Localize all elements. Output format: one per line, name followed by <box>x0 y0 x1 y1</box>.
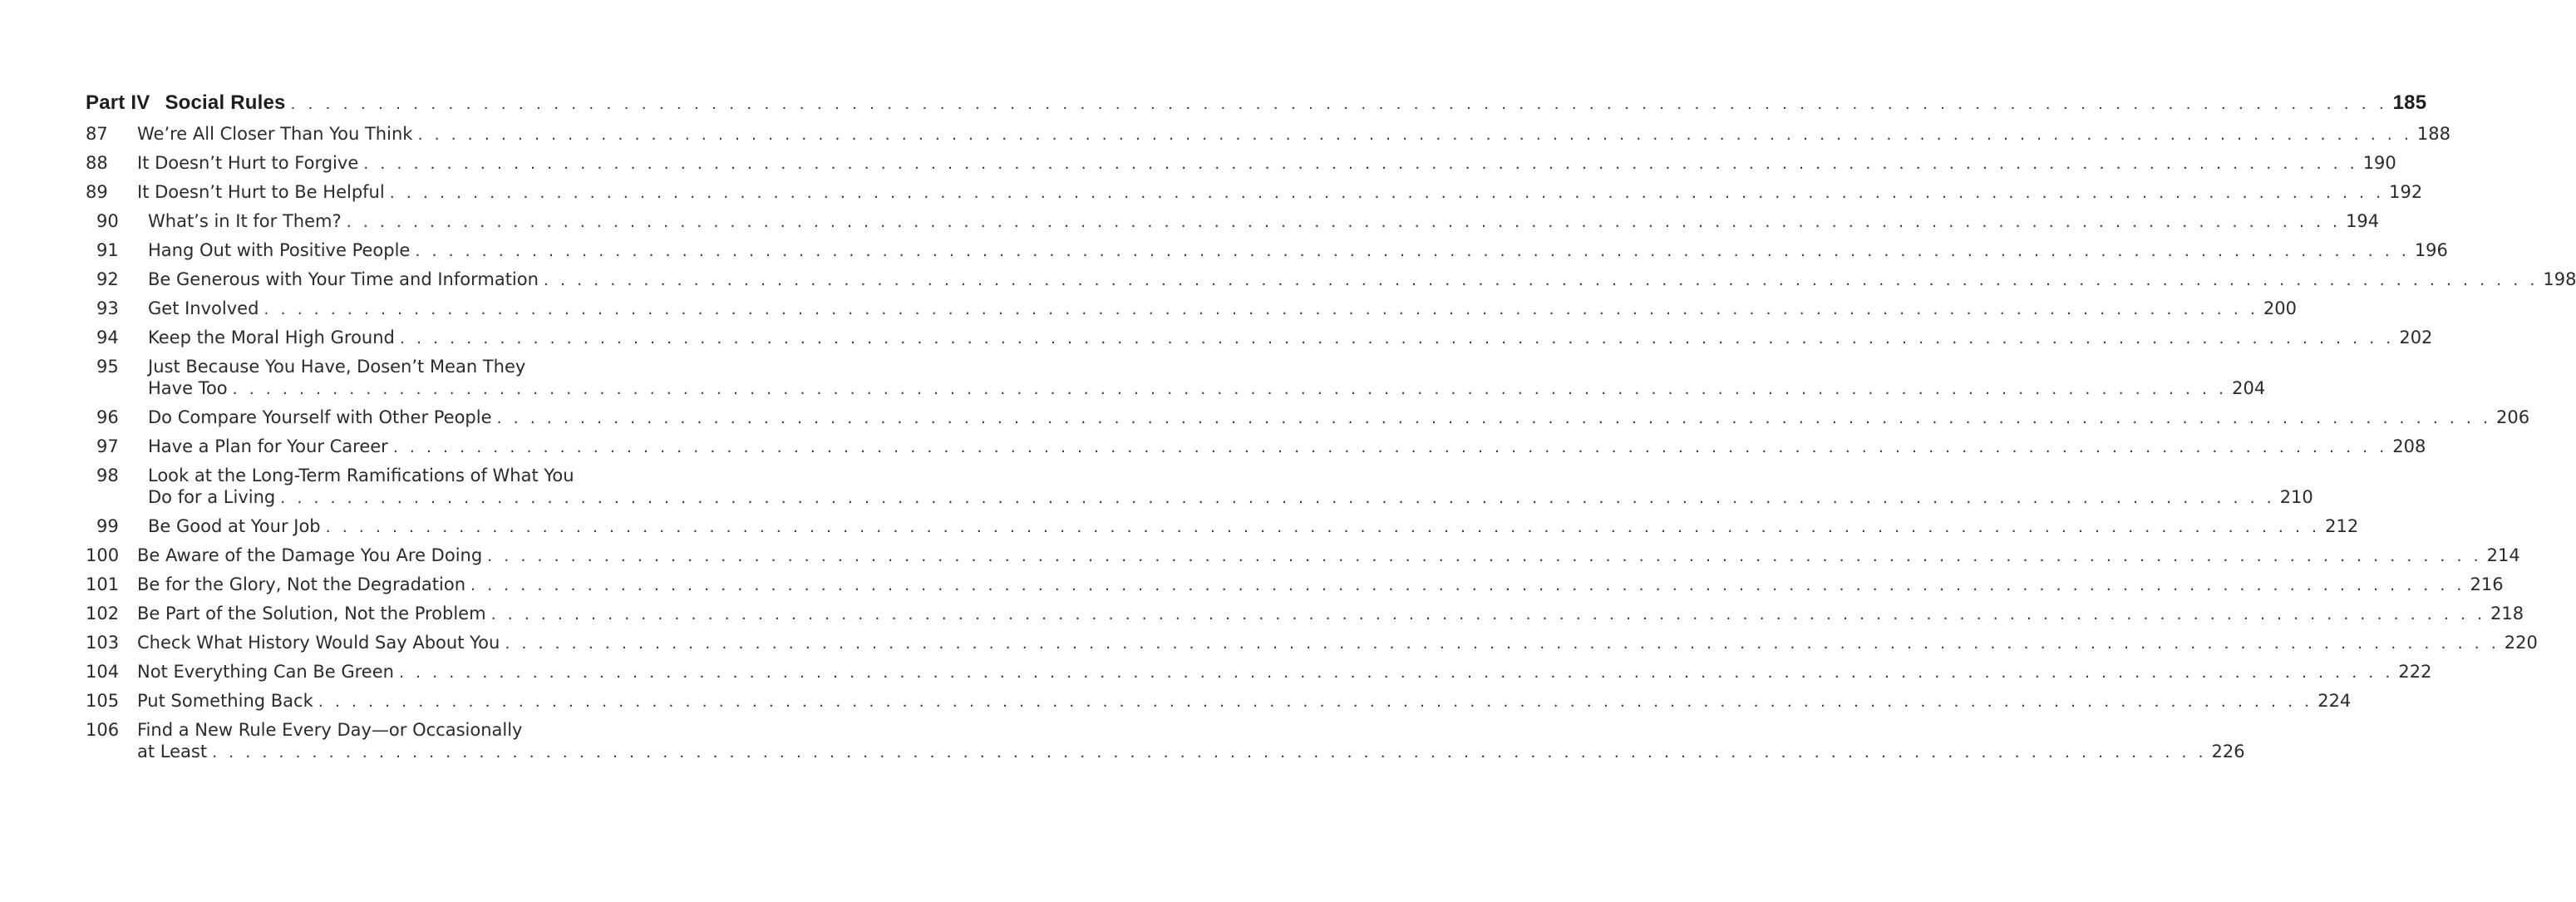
entry-number: 97 <box>96 436 119 456</box>
part-label: Part IV <box>86 91 150 114</box>
entry-title-line2: at Least <box>137 742 208 762</box>
part-page-number: 185 <box>2392 91 2427 114</box>
part-heading <box>86 91 2427 120</box>
dot-leader: . . . . . . . . . . . . . . . . . . . . . . . . . . . . . . . . . . . . . . . . . . . . . . . . . . . . . . . . . . . . . . . . . . . . . . . . . . . . . . . . . . . . . . . . . . . . . . . . . . . . . . . . . . . . . . . . . . . . . . . . <box>399 329 2395 347</box>
entry-number: 103 <box>86 633 120 653</box>
entry-number: 94 <box>96 328 119 347</box>
entry-page-number: 216 <box>2470 574 2504 594</box>
dot-leader: . . . . . . . . . . . . . . . . . . . . . . . . . . . . . . . . . . . . . . . . . . . . . . . . . . . . . . . . . . . . . . . . . . . . . . . . . . . . . . . . . . . . . . . . . . . . . . . . . . . . . . . . . . . . . . . . . . . . . . . . <box>264 300 2258 318</box>
entry-title-line2: Have Too <box>148 378 228 398</box>
entry-title: It Doesn’t Hurt to Be Helpful <box>137 182 385 202</box>
entry-page-number: 202 <box>2399 328 2433 347</box>
entry-page-number: 222 <box>2398 662 2432 682</box>
entry-number: 106 <box>86 720 120 740</box>
dot-leader: . . . . . . . . . . . . . . . . . . . . . . . . . . . . . . . . . . . . . . . . . . . . . . . . . . . . . . . . . . . . . . . . . . . . . . . . . . . . . . . . . . . . . . . . . . . . . . . . . . . . . . . . . . . . . . . . . . . . . . . . <box>417 126 2412 144</box>
toc-entry <box>86 716 2245 766</box>
entry-number: 98 <box>96 466 119 486</box>
entry-title-line1: Just Because You Have, Dosen’t Mean They <box>148 357 526 377</box>
entry-number: 93 <box>96 298 119 318</box>
toc-entry <box>86 236 2448 265</box>
entry-page-number: 188 <box>2416 124 2450 144</box>
dot-leader: . . . . . . . . . . . . . . . . . . . . . . . . . . . . . . . . . . . . . . . . . . . . . . . . . . . . . . . . . . . . . . . . . . . . . . . . . . . . . . . . . . . . . . . . . . . . . . . . . . . . . . . . . . . . . . . . . . . . . . . . <box>280 489 2275 507</box>
dot-leader: . . . . . . . . . . . . . . . . . . . . . . . . . . . . . . . . . . . . . . . . . . . . . . . . . . . . . . . . . . . . . . . . . . . . . . . . . . . . . . . . . . . . . . . . . . . . . . . . . . . . . . . . . . . . . . . . . . . . . . . . <box>290 95 2388 113</box>
dot-leader: . . . . . . . . . . . . . . . . . . . . . . . . . . . . . . . . . . . . . . . . . . . . . . . . . . . . . . . . . . . . . . . . . . . . . . . . . . . . . . . . . . . . . . . . . . . . . . . . . . . . . . . . . . . . . . . . . . . . . . . . <box>389 184 2385 202</box>
entry-page-number: 214 <box>2486 545 2520 565</box>
entry-title: Not Everything Can Be Green <box>137 662 394 682</box>
entry-number: 91 <box>96 240 119 260</box>
entry-page-number: 224 <box>2317 691 2352 711</box>
toc-entry <box>86 352 2266 403</box>
entry-title: Hang Out with Positive People <box>148 240 411 260</box>
entry-number: 88 <box>86 153 108 173</box>
entry-number: 96 <box>96 407 119 427</box>
dot-leader: . . . . . . . . . . . . . . . . . . . . . . . . . . . . . . . . . . . . . . . . . . . . . . . . . . . . . . . . . . . . . . . . . . . . . . . . . . . . . . . . . . . . . . . . . . . . . . . . . . . . . . . . . . . . . . . . . . . . . . . . <box>398 663 2394 682</box>
entry-page-number: 200 <box>2263 298 2297 318</box>
entry-number: 89 <box>86 182 108 202</box>
entry-number: 102 <box>86 604 120 624</box>
dot-leader: . . . . . . . . . . . . . . . . . . . . . . . . . . . . . . . . . . . . . . . . . . . . . . . . . . . . . . . . . . . . . . . . . . . . . . . . . . . . . . . . . . . . . . . . . . . . . . . . . . . . . . . . . . . . . . . . . . . . . . . . <box>415 242 2410 260</box>
entry-number: 101 <box>86 574 120 594</box>
entry-title: Get Involved <box>148 298 259 318</box>
entry-title: What’s in It for Them? <box>148 211 342 231</box>
dot-leader: . . . . . . . . . . . . . . . . . . . . . . . . . . . . . . . . . . . . . . . . . . . . . . . . . . . . . . . . . . . . . . . . . . . . . . . . . . . . . . . . . . . . . . . . . . . . . . . . . . . . . . . . . . . . . . . . . . . . . . . . <box>318 693 2313 711</box>
entry-title-line1: Look at the Long-Term Ramifications of What You <box>148 466 574 486</box>
entry-title: Be Good at Your Job <box>148 516 321 536</box>
entry-title: It Doesn’t Hurt to Forgive <box>137 153 359 173</box>
entry-title: Be Generous with Your Time and Information <box>148 269 539 289</box>
toc-entry <box>86 658 2432 687</box>
dot-leader: . . . . . . . . . . . . . . . . . . . . . . . . . . . . . . . . . . . . . . . . . . . . . . . . . . . . . . . . . . . . . . . . . . . . . . . . . . . . . . . . . . . . . . . . . . . . . . . . . . . . . . . . . . . . . . . . . . . . . . . . <box>392 438 2388 456</box>
entry-number: 87 <box>86 124 108 144</box>
dot-leader: . . . . . . . . . . . . . . . . . . . . . . . . . . . . . . . . . . . . . . . . . . . . . . . . . . . . . . . . . . . . . . . . . . . . . . . . . . . . . . . . . . . . . . . . . . . . . . . . . . . . . . . . . . . . . . . . . . . . . . . . <box>470 576 2465 594</box>
dot-leader: . . . . . . . . . . . . . . . . . . . . . . . . . . . . . . . . . . . . . . . . . . . . . . . . . . . . . . . . . . . . . . . . . . . . . . . . . . . . . . . . . . . . . . . . . . . . . . . . . . . . . . . . . . . . . . . . . . . . . . . . <box>346 213 2342 231</box>
entry-title: Keep the Moral High Ground <box>148 328 395 347</box>
toc-entries <box>86 120 2576 766</box>
entry-number: 104 <box>86 662 120 682</box>
toc-entry <box>86 294 2297 323</box>
entry-page-number: 220 <box>2504 633 2538 653</box>
toc-entry <box>86 178 2423 207</box>
entry-title: Be Aware of the Damage You Are Doing <box>137 545 483 565</box>
toc-entry <box>86 570 2504 599</box>
entry-number: 99 <box>96 516 119 536</box>
dot-leader: . . . . . . . . . . . . . . . . . . . . . . . . . . . . . . . . . . . . . . . . . . . . . . . . . . . . . . . . . . . . . . . . . . . . . . . . . . . . . . . . . . . . . . . . . . . . . . . . . . . . . . . . . . . . . . . . . . . . . . . . <box>496 409 2491 427</box>
dot-leader: . . . . . . . . . . . . . . . . . . . . . . . . . . . . . . . . . . . . . . . . . . . . . . . . . . . . . . . . . . . . . . . . . . . . . . . . . . . . . . . . . . . . . . . . . . . . . . . . . . . . . . . . . . . . . . . . . . . . . . . . <box>490 605 2486 624</box>
entry-page-number: 204 <box>2232 378 2266 398</box>
toc-entry <box>86 265 2576 294</box>
toc-entry <box>86 541 2520 570</box>
toc-entry <box>86 207 2380 236</box>
entry-title: Be for the Glory, Not the Degradation <box>137 574 466 594</box>
toc-entry <box>86 512 2359 541</box>
toc-entry <box>86 120 2450 149</box>
dot-leader: . . . . . . . . . . . . . . . . . . . . . . . . . . . . . . . . . . . . . . . . . . . . . . . . . . . . . . . . . . . . . . . . . . . . . . . . . . . . . . . . . . . . . . . . . . . . . . . . . . . . . . . . . . . . . . . . . . . . . . . . <box>487 547 2482 565</box>
dot-leader: . . . . . . . . . . . . . . . . . . . . . . . . . . . . . . . . . . . . . . . . . . . . . . . . . . . . . . . . . . . . . . . . . . . . . . . . . . . . . . . . . . . . . . . . . . . . . . . . . . . . . . . . . . . . . . . . . . . . . . . . <box>232 380 2228 398</box>
toc-entry <box>86 461 2313 512</box>
toc-entry <box>86 432 2426 461</box>
toc-entry <box>86 599 2524 628</box>
toc-entry <box>86 149 2396 178</box>
entry-page-number: 198 <box>2543 269 2576 289</box>
table-of-contents <box>86 91 2576 766</box>
entry-title: Check What History Would Say About You <box>137 633 500 653</box>
dot-leader: . . . . . . . . . . . . . . . . . . . . . . . . . . . . . . . . . . . . . . . . . . . . . . . . . . . . . . . . . . . . . . . . . . . . . . . . . . . . . . . . . . . . . . . . . . . . . . . . . . . . . . . . . . . . . . . . . . . . . . . . <box>505 634 2500 653</box>
entry-number: 105 <box>86 691 120 711</box>
entry-page-number: 194 <box>2346 211 2380 231</box>
toc-entry <box>86 628 2538 658</box>
entry-title: We’re All Closer Than You Think <box>137 124 413 144</box>
dot-leader: . . . . . . . . . . . . . . . . . . . . . . . . . . . . . . . . . . . . . . . . . . . . . . . . . . . . . . . . . . . . . . . . . . . . . . . . . . . . . . . . . . . . . . . . . . . . . . . . . . . . . . . . . . . . . . . . . . . . . . . . <box>363 155 2358 173</box>
dot-leader: . . . . . . . . . . . . . . . . . . . . . . . . . . . . . . . . . . . . . . . . . . . . . . . . . . . . . . . . . . . . . . . . . . . . . . . . . . . . . . . . . . . . . . . . . . . . . . . . . . . . . . . . . . . . . . . . . . . . . . . . <box>543 271 2539 289</box>
entry-page-number: 192 <box>2389 182 2423 202</box>
entry-number: 95 <box>96 357 119 377</box>
toc-entry <box>86 687 2352 716</box>
entry-number: 90 <box>96 211 119 231</box>
dot-leader: . . . . . . . . . . . . . . . . . . . . . . . . . . . . . . . . . . . . . . . . . . . . . . . . . . . . . . . . . . . . . . . . . . . . . . . . . . . . . . . . . . . . . . . . . . . . . . . . . . . . . . . . . . . . . . . . . . . . . . . . <box>325 518 2321 536</box>
entry-page-number: 208 <box>2392 436 2426 456</box>
entry-title: Do Compare Yourself with Other People <box>148 407 492 427</box>
entry-title: Put Something Back <box>137 691 313 711</box>
entry-title: Have a Plan for Your Career <box>148 436 388 456</box>
entry-title: Be Part of the Solution, Not the Problem <box>137 604 486 624</box>
dot-leader: . . . . . . . . . . . . . . . . . . . . . . . . . . . . . . . . . . . . . . . . . . . . . . . . . . . . . . . . . . . . . . . . . . . . . . . . . . . . . . . . . . . . . . . . . . . . . . . . . . . . . . . . . . . . . . . . . . . . . . . . <box>212 743 2207 762</box>
entry-title-line2: Do for a Living <box>148 487 276 507</box>
entry-page-number: 206 <box>2495 407 2530 427</box>
entry-page-number: 210 <box>2279 487 2313 507</box>
entry-page-number: 226 <box>2211 742 2245 762</box>
entry-number: 92 <box>96 269 119 289</box>
entry-page-number: 218 <box>2490 604 2524 624</box>
toc-entry <box>86 403 2530 432</box>
entry-number: 100 <box>86 545 120 565</box>
entry-page-number: 196 <box>2414 240 2448 260</box>
part-title: Social Rules <box>165 91 286 114</box>
entry-title-line1: Find a New Rule Every Day—or Occasionally <box>137 720 523 740</box>
toc-entry <box>86 323 2433 352</box>
entry-page-number: 212 <box>2325 516 2359 536</box>
entry-page-number: 190 <box>2362 153 2396 173</box>
